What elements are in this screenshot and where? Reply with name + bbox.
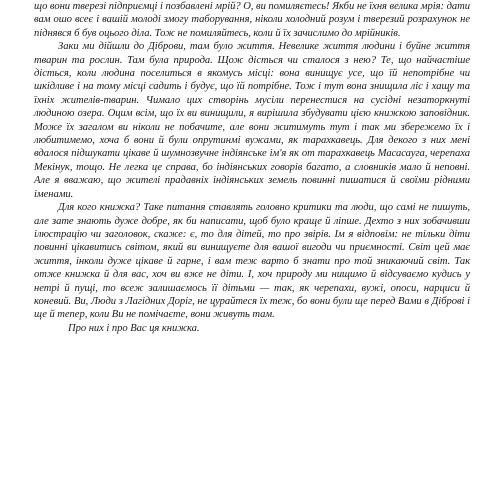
paragraph-1: що вони тверезі підприємці і позбавлені мрій? О, ви помиляєтесь! Якби не їхня велика мрія: дати вам ошо всеє і вашій молоді змогу таборування, ніколи холодний розум і тверезий розрахунок не піднявся б був оцього діла. Тож не помиляйтесь, коли й їх зачислимо до мрійників.	[34, 1, 470, 39]
paragraph-4: Про них і про Вас ця книжка.	[68, 322, 200, 334]
paragraph-2: Заки ми дійшли до Діброви, там було життя. Невелике життя людини і буйне життя тварин та рослин. Там була природа. Щож дісться чи сталося з нею? Те, що найчастіше дісться, коли людина поселиться в якомусь місці: вона винищує усе, що їй непотрібне чи шкідливе і на тому місці садить і будує, що їй потрібне. Тож і тут вона знищила ліс і хащу та їхніх жителів-тварин. Чимало цих створінь мусіли перенестися на сусідні незаторкнуті людиною озера. Оцим всім, що їх ви винищили, я вирішила збудувати цією книжкою заповідник. Може їх загалом ви ніколи не побачите, але вони житимуть тут і так ми збережемо їх і любитимемо, хоча б вони й були опрутинмі вужами, як тарахкавець. Для декого з них мені вдалося підшукати цікаве й шумнозвучне індіянське ім'я як от тарахкавець Масасауга, черепаха Мекінук, тощо. Не легка це справа, бо індіянських говорів багато, а словників мало й неповні. Але я вважаю, що жителі прадавніх індіянських земель повинні пишатися й своїми рідними іменами.	[34, 41, 470, 200]
paragraph-3: Для кого книжка? Таке питання ставлять головно критики та люди, що самі не пишуть, але зате знають дуже добре, як би написати, щоб було краще й ліпше. Дехто з них зобачивши ілюстрацію чи заголовок, скаже: є, то для дітей, то про звірів. Ім я відповім: не тільки діти повинні цікавитись світом, який ви винищуєте для вашої вигоди чи приємності. Світ цей має життя, інколи дуже цікаве й гарне, і вам теж варто б знати про той зникаючий світ. Так отже книжка й для вас, хоч ви вже не діти. І, хоч природу ми нищимо й відсуваємо кудись у нетрі й пущі, то всеж залишаємось її дітьми — так, як черепахи, вужі, опоси, нарциси й коневий. Ви, Люди з Лагідних Доріг, не цурайтеся їх теж, бо вони були ще перед Вами в Діброві і ще й тепер, коли Ви не помічаєте, вони живуть там.	[34, 202, 470, 321]
